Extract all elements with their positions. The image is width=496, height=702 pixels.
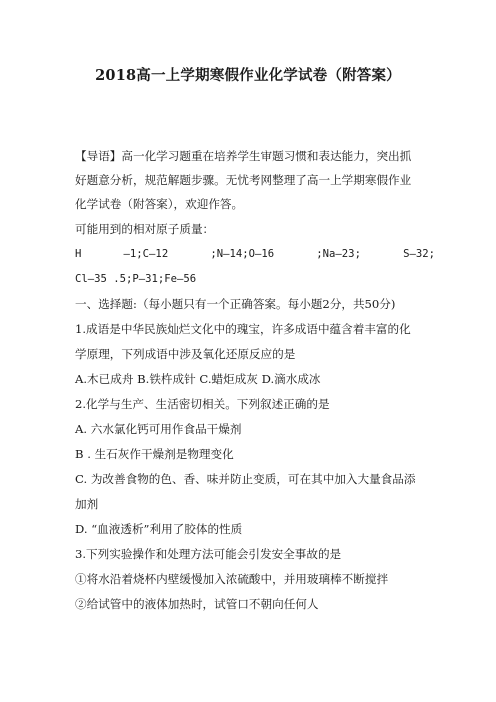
question-3: 3.下列实验操作和处理方法可能会引发安全事故的是 [75,547,342,561]
atomic-mass-c: —1;C—12 [123,248,169,260]
intro-line-1: 【导语】高一化学习题重在培养学生审题习惯和表达能力，突出抓 [75,149,412,163]
question-1-line-2: 学原理，下列成语中涉及氧化还原反应的是 [75,347,296,361]
question-2: 2.化学与生产、生活密切相关。下列叙述正确的是 [75,397,330,411]
question-1-options: A.木已成舟 B.铁杵成针 C.蜡炬成灰 D.滴水成冰 [75,372,321,386]
atomic-mass-s: S—32; [403,248,435,260]
atomic-mass-h: H [75,248,82,260]
section-heading: 一、选择题:（每小题只有一个正确答案。每小题2分，共50分) [75,297,396,311]
question-2-option-b: B . 生石灰作干燥剂是物理变化 [75,447,234,461]
question-2-option-c-line-2: 加剂 [75,497,99,511]
question-1-line-1: 1.成语是中华民族灿烂文化中的瑰宝，许多成语中蕴含着丰富的化 [75,322,411,336]
atomic-mass-heading: 可能用到的相对原子质量： [75,222,215,236]
atomic-mass-n-o: ;N—14;O—16 [210,248,275,260]
atomic-mass-row-1 [75,246,435,262]
question-2-option-d: D. “血液透析”利用了胶体的性质 [75,522,243,536]
question-2-option-a: A. 六水氯化钙可用作食品干燥剂 [75,422,242,436]
atomic-mass-na: ;Na—23; [316,248,361,260]
document-title: 2018高一上学期寒假作业化学试卷（附答案） [95,67,401,84]
intro-line-2: 好题意分析，规范解题步骤。无忧考网整理了高一上学期寒假作业 [75,173,412,187]
question-3-item-2: ②给试管中的液体加热时，试管口不朝向任何人 [75,597,319,611]
atomic-mass-row-2: Cl—35 .5;P—31;Fe—56 [75,273,197,285]
question-2-option-c-line-1: C. 为改善食物的色、香、味并防止变质，可在其中加入大量食品添 [75,472,416,486]
intro-line-3: 化学试卷（附答案），欢迎作答。 [75,197,244,211]
question-3-item-1: ①将水沿着烧杯内壁缓慢加入浓硫酸中，并用玻璃棒不断搅拌 [75,572,389,586]
